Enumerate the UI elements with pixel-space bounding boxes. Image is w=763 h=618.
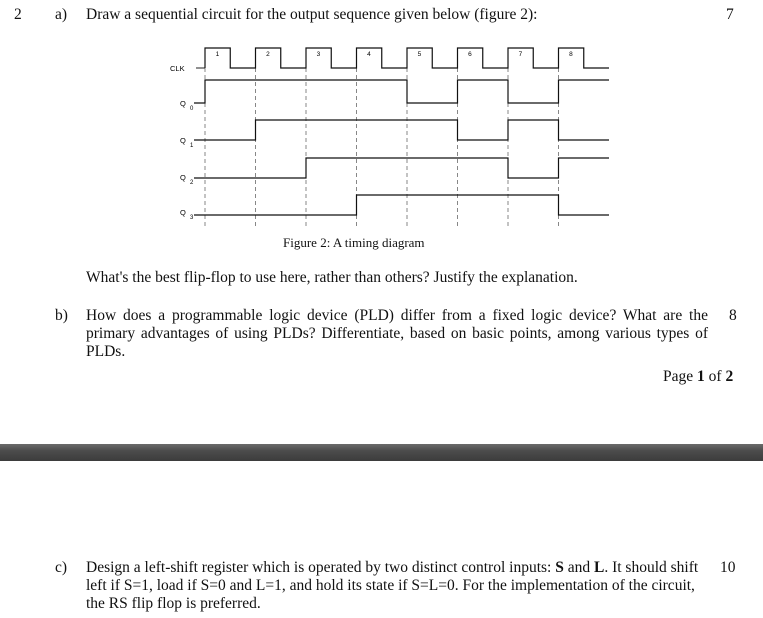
q2-label [180, 173, 194, 186]
page-2 [0, 461, 763, 618]
part-c-l: L [593, 559, 605, 576]
clock-number-4: 4 [367, 51, 371, 58]
svg-text:0: 0 [190, 106, 194, 112]
svg-text:Q: Q [180, 99, 186, 108]
page-total: 2 [725, 368, 734, 385]
page-current: 1 [697, 368, 705, 385]
clock-number-6: 6 [468, 51, 472, 58]
q3-label [180, 208, 194, 221]
part-b-label: b) [55, 307, 68, 324]
clock-number-8: 8 [569, 51, 573, 58]
q0-label [180, 99, 194, 112]
part-b-text: How does a programmable logic device (PLD) differ from a fixed logic device? What are the primary advantages of using PLDs? Differentiate, based on basic points, among various types of PLDs. [86, 307, 708, 360]
part-b-marks: 8 [729, 307, 737, 324]
q2-waveform [194, 158, 609, 178]
of-word: of [708, 368, 722, 385]
svg-text:3: 3 [190, 215, 194, 221]
q0-waveform [194, 80, 609, 103]
q-waveforms [194, 80, 609, 215]
part-a-followup: What's the best flip-flop to use here, rather than others? Justify the explanation. [86, 269, 578, 286]
part-c-s: S [555, 559, 564, 576]
q3-waveform [194, 195, 609, 215]
part-c-label: c) [55, 559, 68, 576]
part-c-and: and [563, 559, 594, 576]
svg-text:Q: Q [180, 136, 186, 145]
figure-caption: Figure 2: A timing diagram [283, 235, 425, 250]
clock-pulse-numbers [216, 51, 574, 58]
svg-text:2: 2 [190, 180, 194, 186]
q1-label [180, 136, 194, 149]
timing-gridlines [205, 68, 559, 228]
page-word: Page [663, 368, 694, 385]
svg-text:Q: Q [180, 173, 186, 182]
clock-number-5: 5 [417, 51, 422, 58]
clock-number-7: 7 [518, 51, 523, 58]
question-number: 2 [14, 6, 22, 23]
part-a-marks: 7 [726, 6, 734, 23]
clock-number-3: 3 [316, 51, 321, 58]
clock-number-1: 1 [215, 51, 220, 58]
part-c-marks: 10 [720, 559, 736, 576]
page-number [663, 368, 733, 386]
clock-number-2: 2 [266, 51, 270, 58]
part-a-text: Draw a sequential circuit for the output sequence given below (figure 2): [86, 6, 538, 23]
page-separator [0, 444, 763, 461]
part-c-text [86, 559, 702, 613]
part-c-text-2: . It should shift left if S=1, load if S=0 and L=1, and hold its state if S=L=0. For the implementation of the circuit, the RS flip flop is preferred. [86, 559, 699, 612]
part-c-text-1: Design a left-shift register which is operated by two distinct control inputs: [86, 559, 556, 576]
q1-waveform [194, 120, 609, 140]
timing-diagram [0, 30, 763, 270]
svg-text:Q: Q [180, 208, 186, 217]
svg-text:1: 1 [190, 143, 194, 149]
part-a-label: a) [55, 6, 68, 23]
clk-label: CLK [170, 64, 185, 73]
